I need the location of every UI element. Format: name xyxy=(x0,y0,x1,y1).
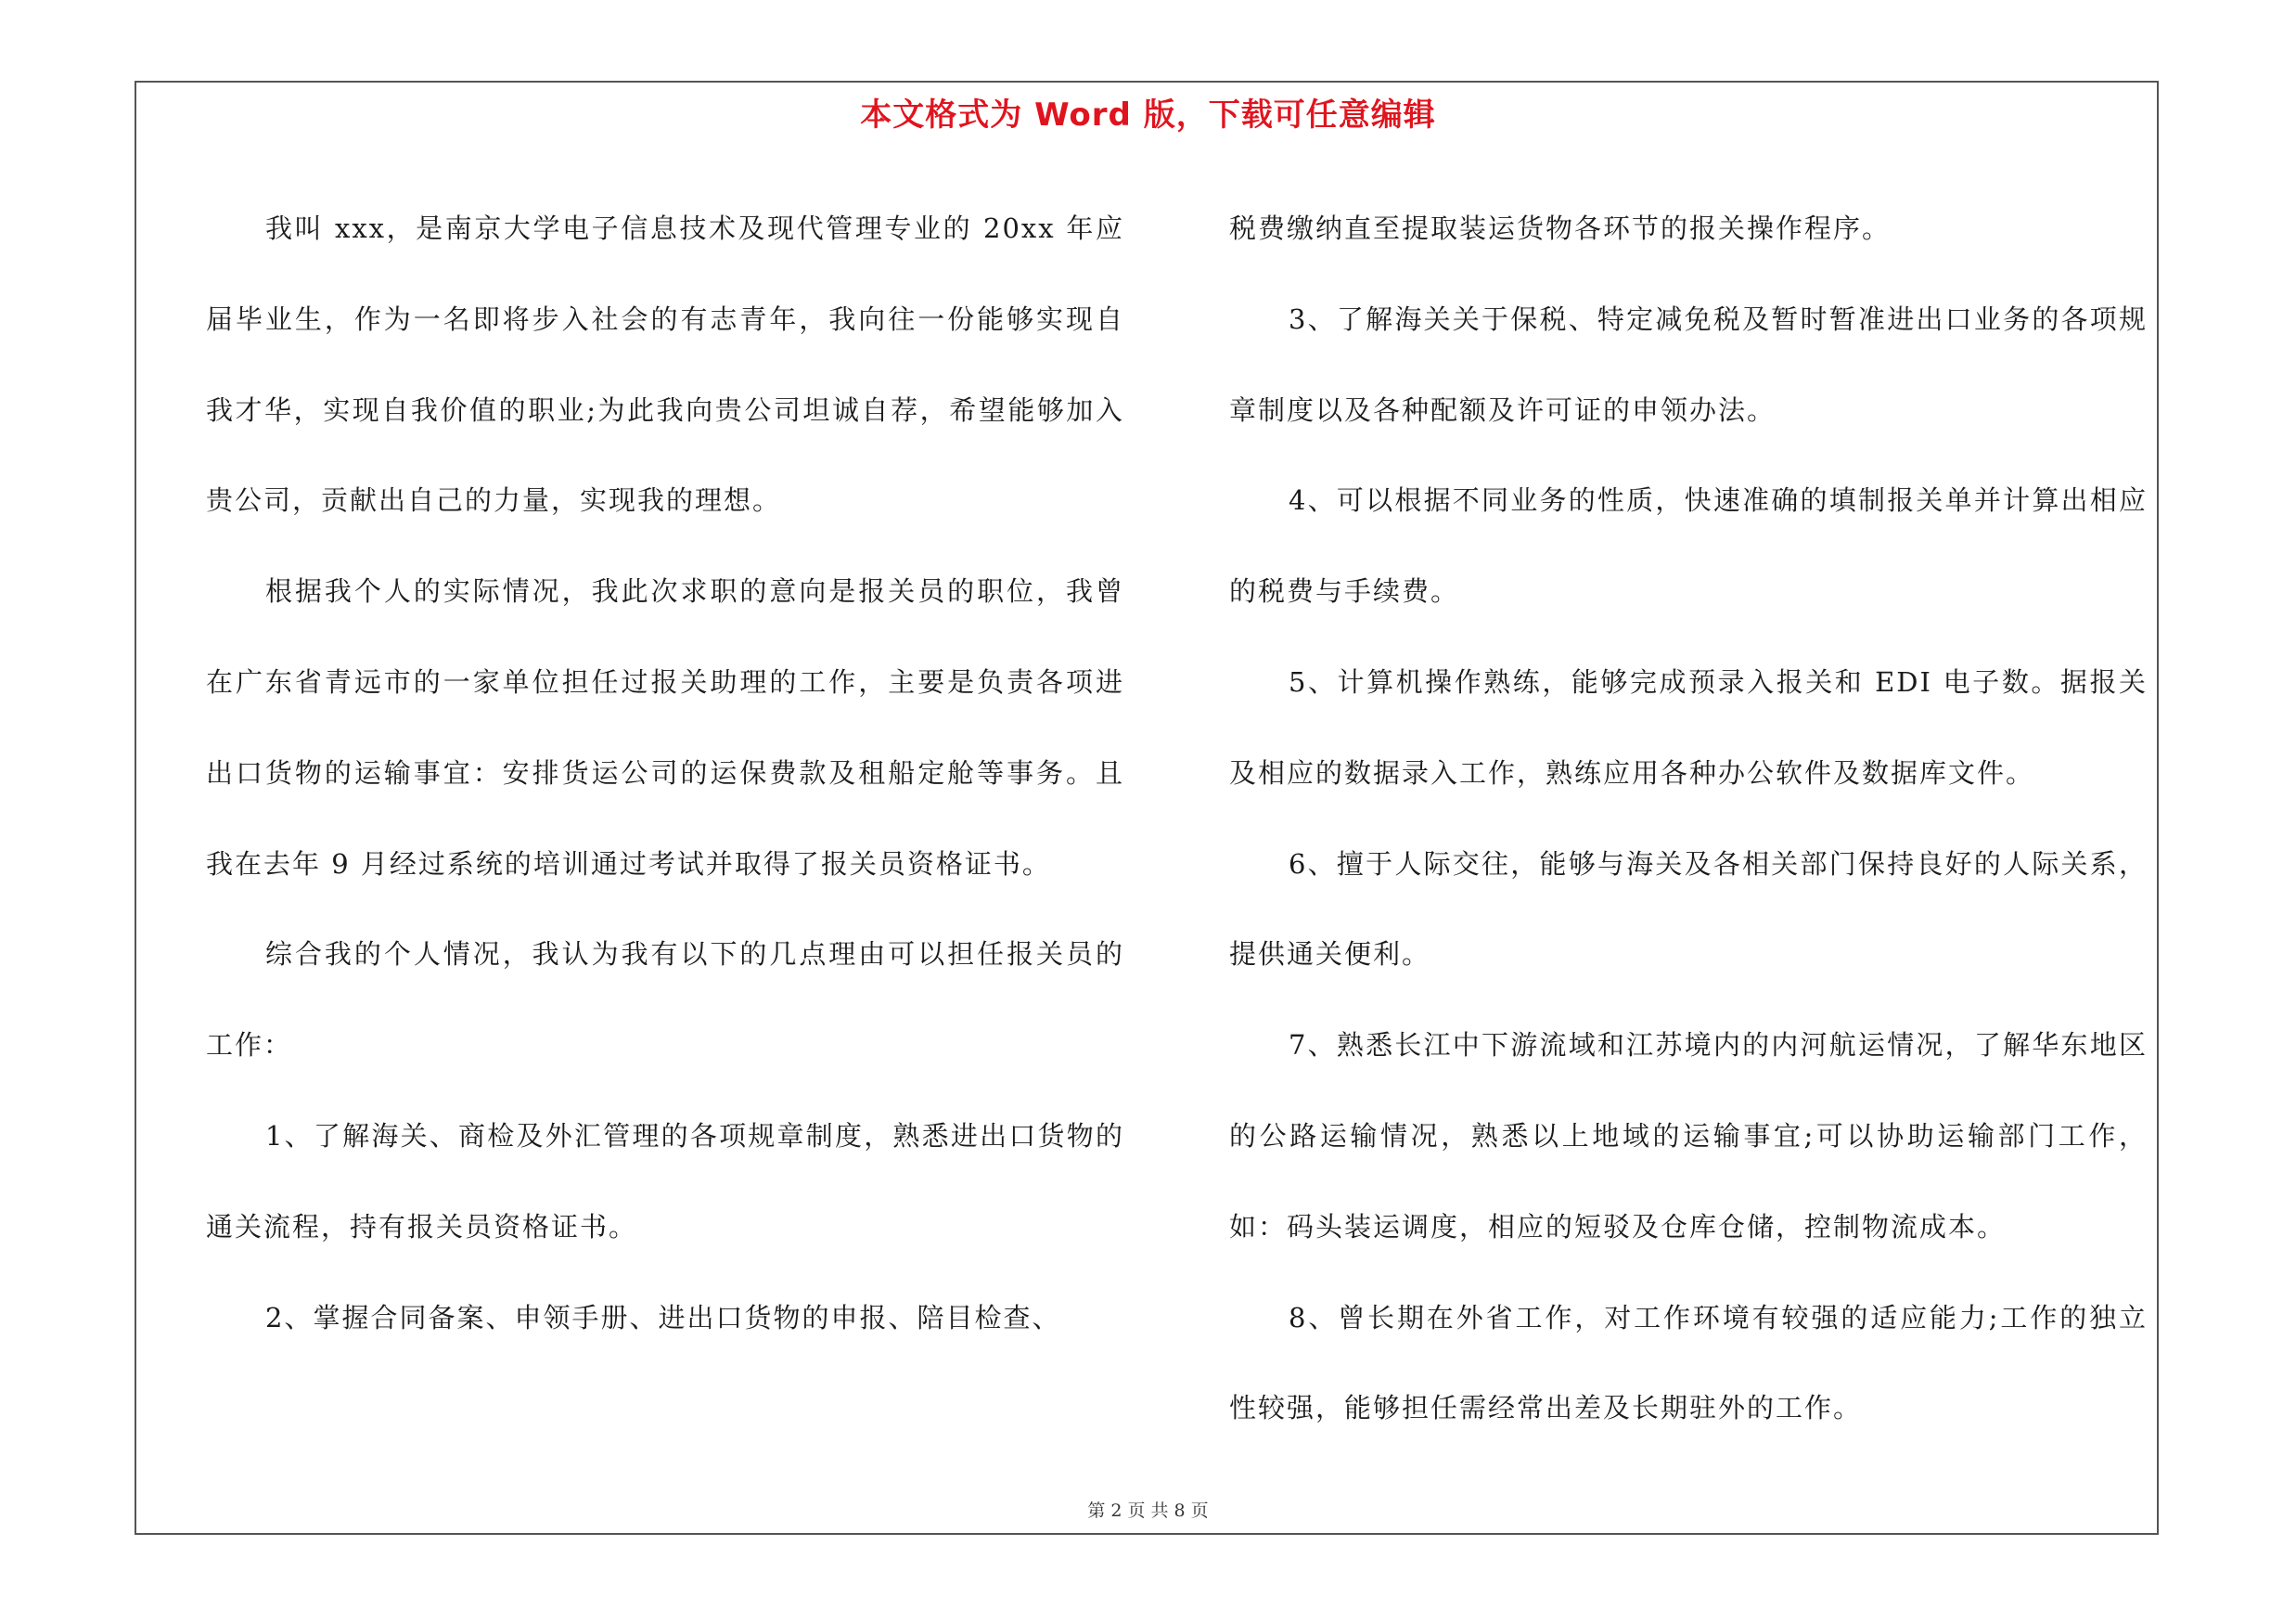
paragraph: 4、可以根据不同业务的性质，快速准确的填制报关单并计算出相应的税费与手续费。 xyxy=(1229,484,2148,608)
page-number: 第 2 页 共 8 页 xyxy=(1087,1501,1209,1521)
paragraph: 综合我的个人情况，我认为我有以下的几点理由可以担任报关员的工作： xyxy=(206,938,1124,1062)
paragraph: 6、擅于人际交往，能够与海关及各相关部门保持良好的人际关系，提供通关便利。 xyxy=(1229,847,2148,971)
right-column xyxy=(1229,184,2148,1454)
paragraph: 1、了解海关、商检及外汇管理的各项规章制度，熟悉进出口货物的通关流程，持有报关员资格证书。 xyxy=(206,1119,1124,1243)
paragraph-continuation: 税费缴纳直至提取装运货物各环节的报关操作程序。 xyxy=(1229,213,1892,244)
paragraph: 7、熟悉长江中下游流域和江苏境内的内河航运情况，了解华东地区的公路运输情况，熟悉以上地域的运输事宜;可以协助运输部门工作，如：码头装运调度，相应的短驳及仓库仓储，控制物流成本。 xyxy=(1229,1029,2148,1243)
paragraph: 根据我个人的实际情况，我此次求职的意向是报关员的职位，我曾在广东省青远市的一家单位担任过报关助理的工作，主要是负责各项进出口货物的运输事宜：安排货运公司的运保费款及租船定舱等事务。且我在去年 9 月经过系统的培训通过考试并取得了报关员资格证书。 xyxy=(206,575,1124,880)
paragraph: 3、了解海关关于保税、特定减免税及暂时暂准进出口业务的各项规章制度以及各种配额及许可证的申领办法。 xyxy=(1229,303,2148,426)
paragraph: 2、掌握合同备案、申领手册、进出口货物的申报、陪目检查、 xyxy=(265,1301,1061,1333)
word-format-banner: 本文格式为 Word 版，下载可任意编辑 xyxy=(860,97,1436,134)
paragraph: 8、曾长期在外省工作，对工作环境有较强的适应能力;工作的独立性较强，能够担任需经常出差及长期驻外的工作。 xyxy=(1229,1301,2148,1424)
paragraph: 我叫 xxx，是南京大学电子信息技术及现代管理专业的 20xx 年应届毕业生，作为一名即将步入社会的有志青年，我向往一份能够实现自我才华，实现自我价值的职业;为此我向贵公司坦诚自荐，希望能够加入贵公司，贡献出自己的力量，实现我的理想。 xyxy=(206,213,1124,517)
paragraph: 5、计算机操作熟练，能够完成预录入报关和 EDI 电子数。据报关及相应的数据录入工作，熟练应用各种办公软件及数据库文件。 xyxy=(1229,665,2148,789)
left-column xyxy=(206,184,1124,1363)
